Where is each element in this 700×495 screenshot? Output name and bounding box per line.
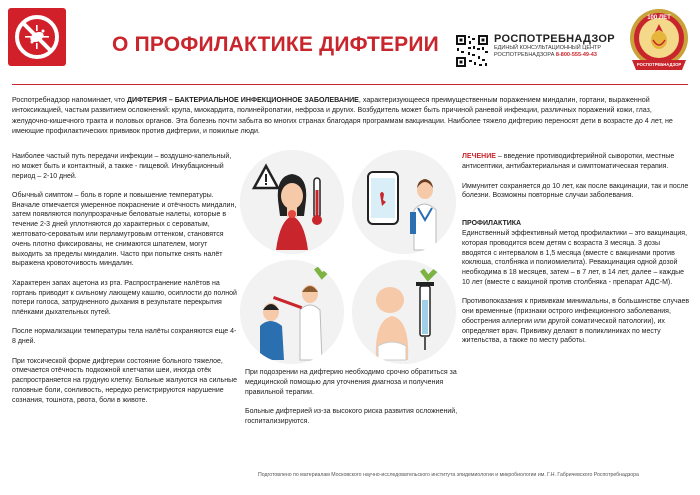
symptoms-paragraph: Обычный симптом – боль в горле и повышение температуры. Вначале отмечается умеренное покраснение и отёчность миндалин, затем появляются полупрозрачные беловатые налеты, которые в течение 2-3 дней уплотняются до характерных с сероватым, желтовато-сероватым или перламутровым оттенком, становятся очень плотно фиксированы, не снимаются шпателем, могут выходить за пределы миндалин. Часто при попытке снять налёт выражена кровоточивость миндалин. [12,191,237,268]
left-column [12,152,238,415]
larynx-paragraph: Характерен запах ацетона из рта. Распространение налётов на гортань приводит к сильному лающему кашлю, осиплости до полной потери голоса, затрудненного дыхания в результате перекрытия плёнками дыхательных путей. [12,279,237,317]
prophylaxis-heading: ПРОФИЛАКТИКА [462,220,522,228]
hospitalization-paragraph: Больные дифтерией из-за высокого риска развития осложнений, госпитализируются. [245,408,458,426]
intro-paragraph [12,95,688,137]
intro-bold: ДИФТЕРИЯ – БАКТЕРИАЛЬНОЕ ИНФЕКЦИОННОЕ ЗАБОЛЕВАНИЕ [126,96,359,104]
transmission-paragraph: Наиболее частый путь передачи инфекции – воздушно-капельный, но может быть и контактный, а также - пищевой. Инкубационный период – 2-10 дней. [12,153,232,180]
page-title: О ПРОФИЛАКТИКЕ ДИФТЕРИИ [112,33,439,56]
emblem-caption: РОСПОТРЕБНАДЗОР [636,62,682,67]
illustrations-grid [240,150,458,368]
agency-name: РОСПОТРЕБНАДЗОР [494,33,615,45]
emblem-years: 100 ЛЕТ [647,15,671,21]
temperature-paragraph: После нормализации температуры тела налёты сохраняются еще 4-8 дней. [12,328,237,346]
intro-part-1: Роспотребнадзор напоминает, что [12,96,127,104]
treatment-label: ЛЕЧЕНИЕ [462,153,496,160]
agency-phone[interactable]: 8-800-555-49-43 [555,51,597,58]
no-bacteria-icon [8,8,66,66]
sore-throat-woman-icon [240,150,344,254]
toxic-form-paragraph: При токсической форме дифтерии состояние больного тяжелое, отмечается отёчность подкожной клетчатки шеи, иногда отёк распространяется на грудную клетку. Больные жалуются на сильные головные боли, сонливость, нередко регистрируются нарушение сознания, тошнота, рвота, боли в животе. [12,357,237,404]
doctor-phone-call-icon [352,150,456,254]
prophylaxis-paragraph: Единственный эффективный метод профилактики – это вакцинация, которая проводится всем детям с возраста 3 месяца. 3 дозы вводятся с интервалом в 1,5 месяца (вместе с вакцинами против коклюша, столбняка и полиомиелита). Ревакцинация одной дозой необходима в 18 месяцев, затем – в 7 лет, в 14 лет, далее – каждые 10 лет (вместе с вакциной против столбняка - препарат АДС-М). [462,229,688,286]
baby-vaccine-icon [352,260,456,364]
agency-line-2-text: РОСПОТРЕБНАДЗОРА [494,51,555,58]
agency-line-1: ЕДИНЫЙ КОНСУЛЬТАЦИОННЫЙ ЦЕНТР [494,45,602,51]
right-column [462,152,690,356]
contraindications-paragraph: Противопоказания к прививкам минимальны, в большинстве случаев они временные (признаки острого инфекционного заболевания, обострения аллергии или другой соматической патологии), их определяет врач. Прививку делают в поликлиниках по месту жительства, а также по месту работы. [462,298,690,345]
seek-help-paragraph: При подозрении на дифтерию необходимо срочно обратиться за медицинской помощью для уточнения диагноза и получения правильной терапии. [245,369,457,396]
qr-code-icon[interactable] [455,34,489,68]
header-divider [12,84,688,85]
treatment-paragraph [462,152,690,172]
immunity-paragraph: Иммунитет сохраняется до 10 лет, как после вакцинации, так и после болезни. Возможны повторные случаи заболевания. [462,182,689,200]
doctor-examining-patient-icon [240,260,344,364]
treatment-text: – введение противодифтерийной сыворотки, местные антисептики, антибактериальная и симптоматическая терапия. [462,153,675,170]
agency-line-2 [494,52,624,59]
intro-part-2: , характеризующееся преимущественным поражением миндалин, гортани, выраженной интоксикацией, частым развитием осложнений: крупа, миокардита, полинейропатии, нефроза и других. Возбудитель может быть причиной раневой инфекции, различных поражений кожи, глаз, желудочно-кишечного тракта и половых органов. Эта болезнь почти забыта во многих странах благодаря программам вакцинации. Наиболее тяжело дифтерию переносят дети в возрасте до 4 лет, не имеющие профилактических прививок против дифтерии, и пожилые люди. [12,96,673,136]
source-note: Подготовлено по материалам Московского научно-исследовательского института эпидемиологии и микробиологии им. Г.Н. Габричевского Роспотребнадзора [258,472,639,478]
center-text [245,368,460,437]
agency-block [494,33,624,58]
anniversary-emblem-icon [626,6,692,80]
